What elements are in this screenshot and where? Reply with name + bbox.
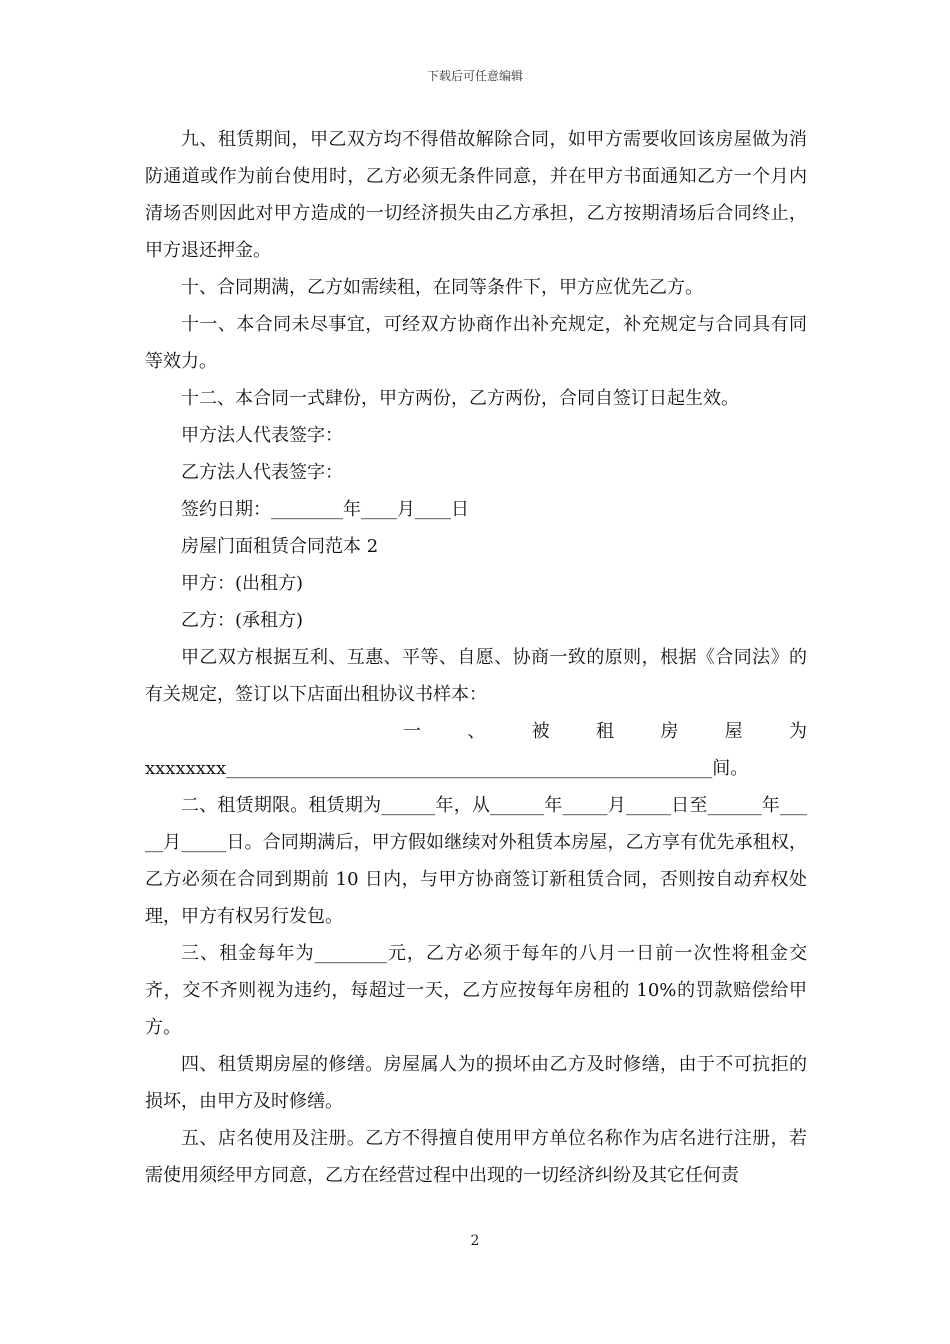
clause-4-repairs: 四、租赁期房屋的修缮。房屋属人为的损坏由乙方及时修缮，由于不可抗拒的损坏，由甲方及时修缮。 <box>145 1054 807 1112</box>
clause-10: 十、合同期满，乙方如需续租，在同等条件下，甲方应优先乙方。 <box>181 277 703 298</box>
clause-1-char: 、 <box>467 721 486 742</box>
clause-1-char: 租 <box>595 721 614 742</box>
signing-date: 签约日期：________年____月____日 <box>181 499 469 520</box>
clause-1-char: 为 <box>788 721 807 742</box>
party-b-signature: 乙方法人代表签字： <box>181 462 343 483</box>
clause-3-rent: 三、租金每年为________元，乙方必须于每年的八月一日前一次性将租金交齐，交不齐则视为违约，每超过一天，乙方应按每年房租的 10%的罚款赔偿给甲方。 <box>145 943 807 1038</box>
clause-9: 九、租赁期间，甲乙双方均不得借故解除合同，如甲方需要收回该房屋做为消防通道或作为前台使用时，乙方必须无条件同意，并在甲方书面通知乙方一个月内清场否则因此对甲方造成的一切经济损失由乙方承担，乙方按期清场后合同终止，甲方退还押金。 <box>145 129 807 261</box>
contract-title-2: 房屋门面租赁合同范本 2 <box>181 536 379 557</box>
party-b-lessee: 乙方：(承租方) <box>181 610 304 631</box>
document-body <box>145 121 807 1194</box>
page-header: 下载后可任意编辑 <box>426 69 523 83</box>
contract-intro: 甲乙双方根据互利、互惠、平等、自愿、协商一致的原则，根据《合同法》的有关规定，签订以下店面出租协议书样本： <box>145 647 807 705</box>
clause-1-char: 房 <box>660 721 679 742</box>
clause-11: 十一、本合同未尽事宜，可经双方协商作出补充规定，补充规定与合同具有同等效力。 <box>145 314 807 372</box>
clause-12: 十二、本合同一式肆份，甲方两份，乙方两份，合同自签订日起生效。 <box>181 388 739 409</box>
clause-1-char: 屋 <box>724 721 743 742</box>
clause-1-char: 被 <box>531 721 550 742</box>
clause-1-heading <box>145 713 807 750</box>
clause-2-lease-term: 二、租赁期限。租赁期为______年，从______年_____月_____日至______年_____月_____日。合同期满后，甲方假如继续对外租赁本房屋，乙方享有优先承租权，乙方必须在合同到期前 10 日内，与甲方协商签订新租赁合同，否则按自动弃权处理，甲方有权另行发包。 <box>145 795 807 927</box>
party-a-lessor: 甲方：(出租方) <box>181 573 304 594</box>
page-number: 2 <box>470 1233 480 1249</box>
party-a-signature: 甲方法人代表签字： <box>181 425 343 446</box>
clause-5-store-name: 五、店名使用及注册。乙方不得擅自使用甲方单位名称作为店名进行注册，若需使用须经甲方同意，乙方在经营过程中出现的一切经济纠纷及其它任何责 <box>145 1128 807 1186</box>
clause-1-property: xxxxxxxx______________________________________________________间。 <box>145 758 749 779</box>
clause-1-char: 一 <box>403 721 421 742</box>
